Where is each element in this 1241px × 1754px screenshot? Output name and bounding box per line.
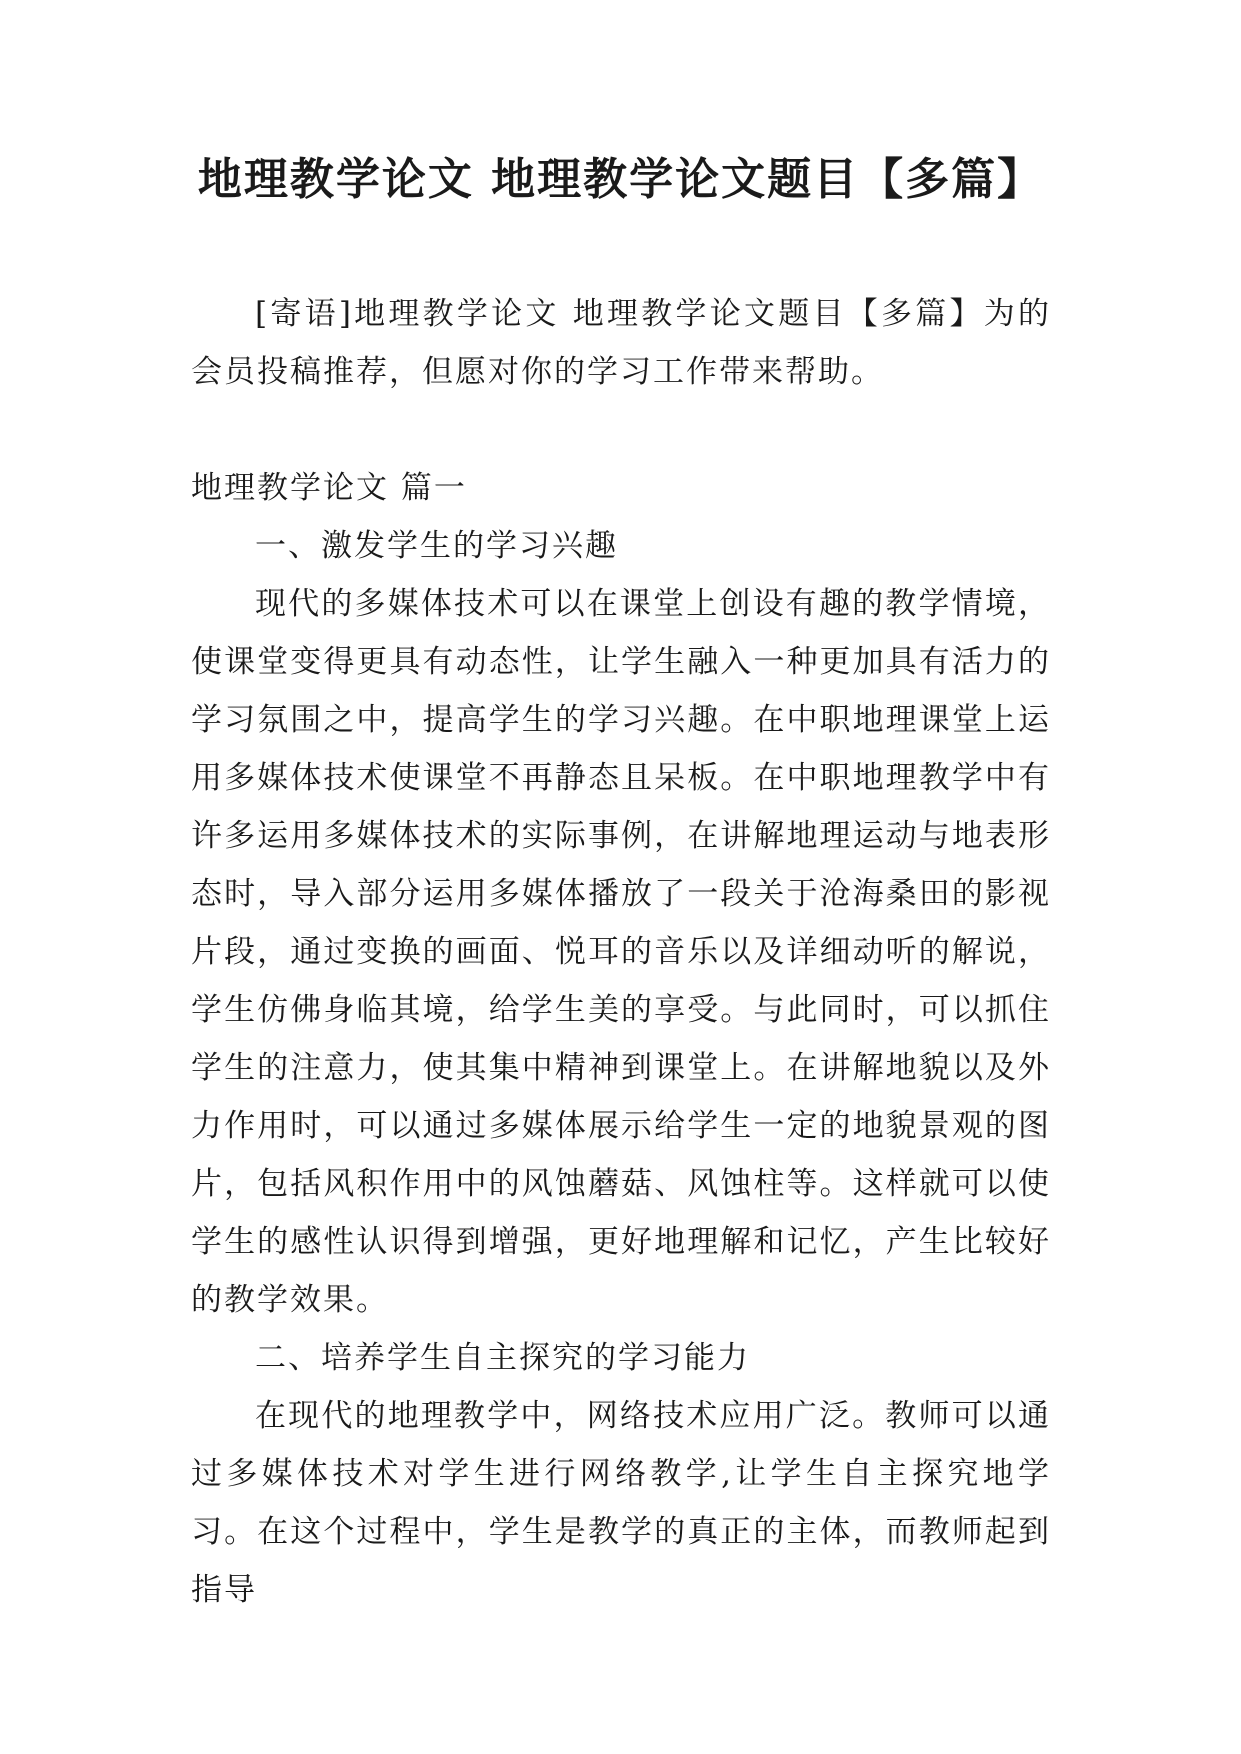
intro-paragraph: [寄语]地理教学论文 地理教学论文题目【多篇】为的会员投稿推荐，但愿对你的学习工作带来帮助。 (191, 296, 1051, 390)
section-heading-2: 二、培养学生自主探究的学习能力 (255, 1340, 750, 1376)
document-title: 地理教学论文 地理教学论文题目【多篇】 (197, 154, 1044, 205)
section-heading-1: 一、激发学生的学习兴趣 (255, 528, 618, 564)
body-paragraph-1: 现代的多媒体技术可以在课堂上创设有趣的教学情境，使课堂变得更具有动态性，让学生融入一种更加具有活力的学习氛围之中，提高学生的学习兴趣。在中职地理课堂上运用多媒体技术使课堂不再静态且呆板。在中职地理教学中有许多运用多媒体技术的实际事例，在讲解地理运动与地表形态时，导入部分运用多媒体播放了一段关于沧海桑田的影视片段，通过变换的画面、悦耳的音乐以及详细动听的解说，学生仿佛身临其境，给学生美的享受。与此同时，可以抓住学生的注意力，使其集中精神到课堂上。在讲解地貌以及外力作用时，可以通过多媒体展示给学生一定的地貌景观的图片，包括风积作用中的风蚀蘑菇、风蚀柱等。这样就可以使学生的感性认识得到增强，更好地理解和记忆，产生比较好的教学效果。 (191, 586, 1051, 1318)
section-label: 地理教学论文 篇一 (191, 470, 467, 506)
body-paragraph-2: 在现代的地理教学中，网络技术应用广泛。教师可以通过多媒体技术对学生进行网络教学,让学生自主探究地学习。在这个过程中，学生是教学的真正的主体，而教师起到指导 (191, 1398, 1051, 1608)
document-body (191, 285, 1051, 1619)
